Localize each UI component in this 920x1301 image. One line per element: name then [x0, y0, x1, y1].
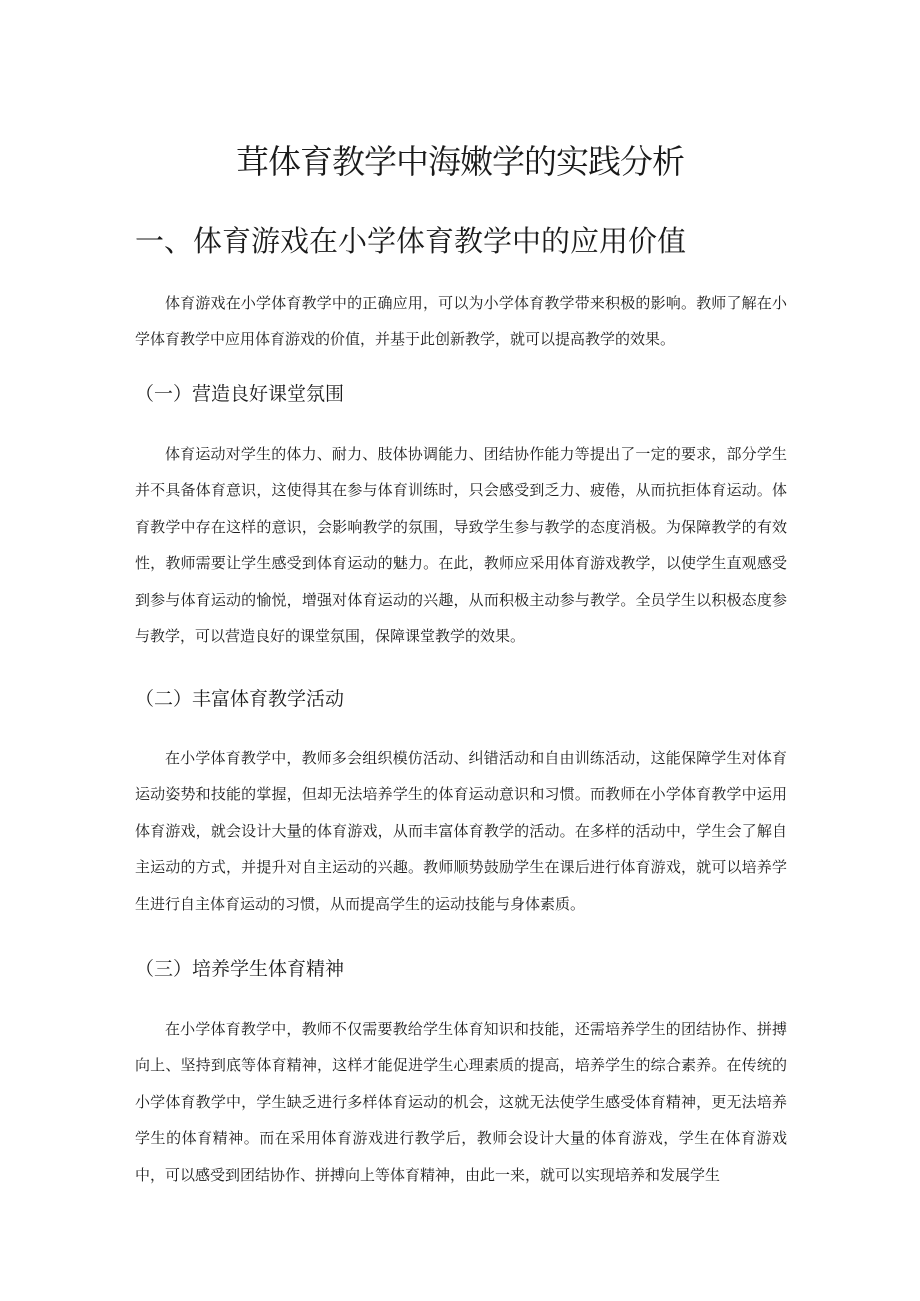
subsection-body-3: 在小学体育教学中，教师不仅需要教给学生体育知识和技能，还需培养学生的团结协作、拼搏向上、坚持到底等体育精神，这样才能促进学生心理素质的提高，培养学生的综合素养。在传统的小学体育教学中，学生缺乏进行多样体育运动的机会，这就无法使学生感受体育精神，更无法培养学生的体育精神。而在采用体育游戏进行教学后，教师会设计大量的体育游戏，学生在体育游戏中，可以感受到团结协作、拼搏向上等体育精神，由此一来，就可以实现培养和发展学生	[135, 1020, 787, 1184]
subsection-heading-1: （一）营造良好课堂氛围	[135, 383, 345, 405]
document-title: 茸体育教学中海嫩学的实践分析	[236, 142, 684, 181]
subsection-heading-2: （二）丰富体育教学活动	[135, 688, 345, 710]
section-heading: 一、体育游戏在小学体育教学中的应用价值	[135, 224, 687, 258]
intro-paragraph: 体育游戏在小学体育教学中的正确应用，可以为小学体育教学带来积极的影响。教师了解在小学体育教学中应用体育游戏的价值，并基于此创新教学，就可以提高教学的效果。	[135, 294, 787, 349]
subsection-body-2: 在小学体育教学中，教师多会组织模仿活动、纠错活动和自由训练活动，这能保障学生对体育运动姿势和技能的掌握，但却无法培养学生的体育运动意识和习惯。而教师在小学体育教学中运用体育游戏，就会设计大量的体育游戏，从而丰富体育教学的活动。在多样的活动中，学生会了解自主运动的方式，并提升对自主运动的兴趣。教师顺势鼓励学生在课后进行体育游戏，就可以培养学生进行自主体育运动的习惯，从而提高学生的运动技能与身体素质。	[135, 749, 787, 913]
subsection-heading-3: （三）培养学生体育精神	[135, 958, 345, 980]
subsection-body-1: 体育运动对学生的体力、耐力、肢体协调能力、团结协作能力等提出了一定的要求，部分学生并不具备体育意识，这使得其在参与体育训练时，只会感受到乏力、疲倦，从而抗拒体育运动。体育教学中存在这样的意识，会影响教学的氛围，导致学生参与教学的态度消极。为保障教学的有效性，教师需要让学生感受到体育运动的魅力。在此，教师应采用体育游戏教学，以使学生直观感受到参与体育运动的愉悦，增强对体育运动的兴趣，从而积极主动参与教学。全员学生以积极态度参与教学，可以营造良好的课堂氛围，保障课堂教学的效果。	[135, 445, 787, 646]
